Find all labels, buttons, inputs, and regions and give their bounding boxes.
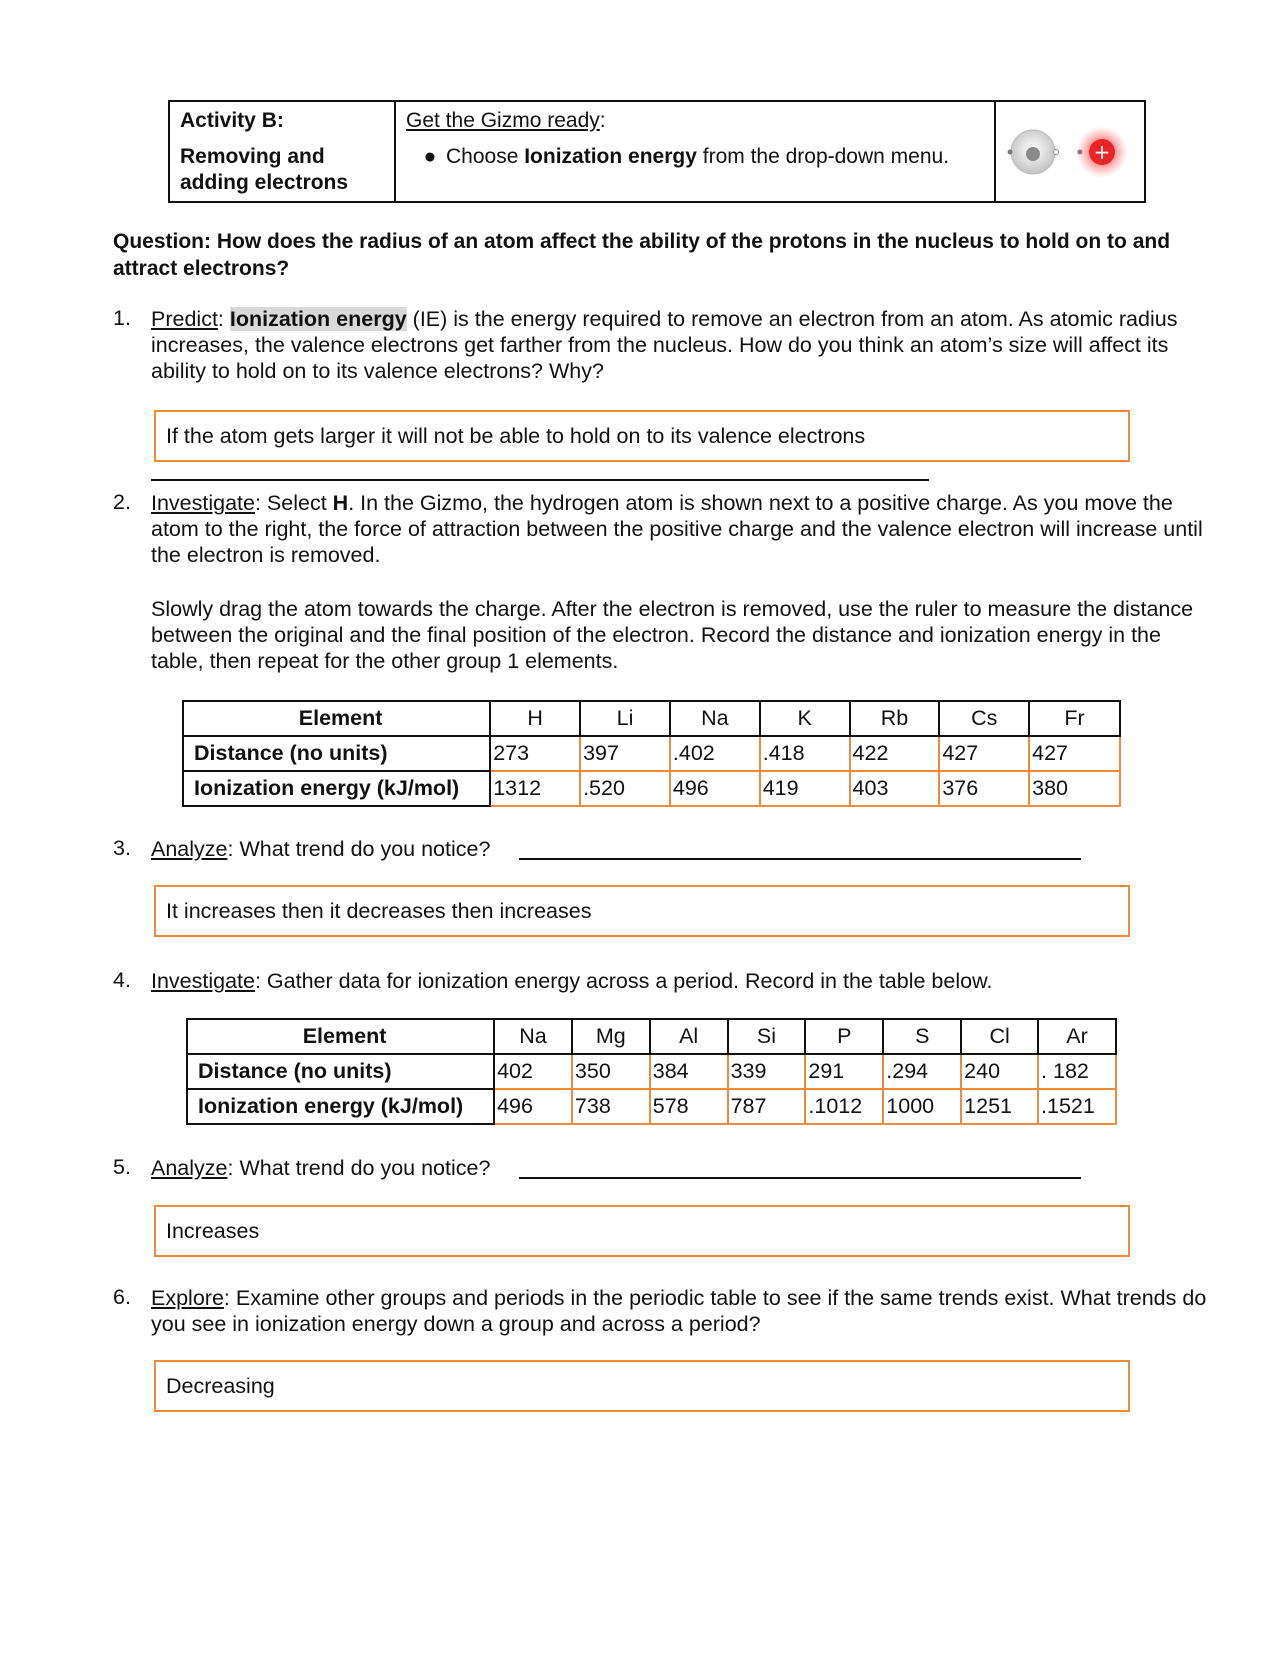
gizmo-ready-colon: :	[599, 109, 606, 132]
q3-number: 3.	[113, 836, 131, 860]
table1-ionization-cell[interactable]: 1312	[490, 771, 580, 806]
table2-element: Cl	[961, 1019, 1038, 1054]
table1-ionization-cell[interactable]: 376	[939, 771, 1029, 806]
table1-distance-cell[interactable]: 427	[1029, 736, 1120, 771]
table2-distance-cell[interactable]: 291	[805, 1054, 883, 1089]
table2-distance-cell[interactable]: 402	[494, 1054, 572, 1089]
q5-number: 5.	[113, 1155, 131, 1179]
q1-text: Predict: Ionization energy (IE) is the energy required to remove an electron from an atom. As atomic radius increases, the valence electrons get farther from the nucleus. How do you think an atom’s size will affect its ability to hold on to its valence electrons? Why?	[151, 307, 1178, 383]
table2-ionization-cell[interactable]: 496	[494, 1089, 572, 1124]
table2-distance-label: Distance (no units)	[187, 1054, 494, 1089]
table1-ionization-label: Ionization energy (kJ/mol)	[183, 771, 490, 806]
activity-header-table	[168, 100, 1146, 203]
table2-element: P	[805, 1019, 883, 1054]
q4-text: Investigate: Gather data for ionization energy across a period. Record in the table below.	[151, 969, 993, 993]
q2-paragraph-2: Slowly drag the atom towards the charge. After the electron is removed, use the ruler to measure the distance between the original and the final position of the electron. Record the distance and ionization energy in the table, then repeat for the other group 1 elements.	[151, 597, 1194, 673]
table1-ionization-cell[interactable]: .520	[580, 771, 670, 806]
q3-answer-box[interactable]: It increases then it decreases then increases	[154, 885, 1130, 937]
activity-title-cell	[170, 102, 396, 201]
table2-ionization-cell[interactable]: 1000	[883, 1089, 961, 1124]
ionization-energy-highlight: Ionization energy	[229, 307, 407, 331]
table2-element: Na	[494, 1019, 572, 1054]
q1-blank-line	[151, 479, 929, 481]
table1-distance-cell[interactable]: .418	[760, 736, 850, 771]
period3-data-table	[186, 1018, 1117, 1125]
gizmo-instructions-cell	[396, 102, 996, 201]
table2-element: S	[883, 1019, 961, 1054]
q6-answer-box[interactable]: Decreasing	[154, 1360, 1130, 1412]
table1-distance-cell[interactable]: 422	[850, 736, 940, 771]
q4-number: 4.	[113, 968, 131, 992]
table2-distance-cell[interactable]: . 182	[1038, 1054, 1116, 1089]
q6-number: 6.	[113, 1285, 131, 1309]
plus-sign: +	[1093, 140, 1111, 164]
table2-distance-cell[interactable]: 240	[961, 1054, 1038, 1089]
table1-element: Rb	[850, 701, 940, 736]
table1-element: Li	[580, 701, 670, 736]
table1-distance-cell[interactable]: 397	[580, 736, 670, 771]
atom-and-charge-icon	[996, 102, 1136, 201]
q5-answer-box[interactable]: Increases	[154, 1205, 1130, 1257]
q3-blank-line	[519, 858, 1081, 860]
table1-element: Na	[670, 701, 760, 736]
q2-text: Investigate: Select H. In the Gizmo, the hydrogen atom is shown next to a positive charge. As you move the atom to the right, the force of attraction between the positive charge and the valence electron will increase until the electron is removed.	[151, 491, 1203, 567]
table2-ionization-cell[interactable]: 738	[572, 1089, 650, 1124]
table2-distance-cell[interactable]: 384	[650, 1054, 728, 1089]
table2-element: Mg	[572, 1019, 650, 1054]
table2-distance-cell[interactable]: .294	[883, 1054, 961, 1089]
q2-number: 2.	[113, 490, 131, 514]
table2-ionization-label: Ionization energy (kJ/mol)	[187, 1089, 494, 1124]
table2-ionization-cell[interactable]: 1251	[961, 1089, 1038, 1124]
table1-ionization-cell[interactable]: 403	[850, 771, 940, 806]
table2-distance-cell[interactable]: 350	[572, 1054, 650, 1089]
group1-data-table	[182, 700, 1121, 807]
table2-ionization-cell[interactable]: .1012	[805, 1089, 883, 1124]
table1-distance-cell[interactable]: 273	[490, 736, 580, 771]
q5-blank-line	[519, 1177, 1081, 1179]
table1-ionization-cell[interactable]: 380	[1029, 771, 1120, 806]
q1-answer-box[interactable]: If the atom gets larger it will not be able to hold on to its valence electrons	[154, 410, 1130, 462]
table2-element: Ar	[1038, 1019, 1116, 1054]
gizmo-image-cell	[996, 102, 1144, 201]
q5-text: Analyze: What trend do you notice?	[151, 1156, 491, 1180]
gizmo-ready-heading: Get the Gizmo ready	[406, 109, 600, 132]
table1-element: K	[760, 701, 850, 736]
table1-ionization-cell[interactable]: 496	[670, 771, 760, 806]
bullet-icon: ●	[423, 145, 437, 168]
table2-element: Al	[650, 1019, 728, 1054]
table1-header-label: Element	[183, 701, 490, 736]
main-question: Question: How does the radius of an atom affect the ability of the protons in the nucleus to hold on to and attract electrons?	[113, 230, 1171, 280]
activity-title: Removing and adding electrons	[180, 145, 349, 194]
gizmo-bullet-text: Choose Ionization energy from the drop-down menu.	[446, 145, 950, 168]
table1-distance-cell[interactable]: .402	[670, 736, 760, 771]
table1-ionization-cell[interactable]: 419	[760, 771, 850, 806]
table2-ionization-cell[interactable]: 787	[728, 1089, 806, 1124]
table2-ionization-cell[interactable]: 578	[650, 1089, 728, 1124]
table1-distance-label: Distance (no units)	[183, 736, 490, 771]
table2-distance-cell[interactable]: 339	[728, 1054, 806, 1089]
table2-element: Si	[728, 1019, 806, 1054]
table1-element: H	[490, 701, 580, 736]
q6-text: Explore: Examine other groups and periods in the periodic table to see if the same trends exist. What trends do you see in ionization energy down a group and across a period?	[151, 1286, 1207, 1336]
table2-header-label: Element	[187, 1019, 494, 1054]
table1-element: Cs	[939, 701, 1029, 736]
table2-ionization-cell[interactable]: .1521	[1038, 1089, 1116, 1124]
activity-label: Activity B:	[180, 109, 284, 132]
table1-element: Fr	[1029, 701, 1120, 736]
q1-number: 1.	[113, 306, 131, 330]
q3-text: Analyze: What trend do you notice?	[151, 837, 491, 861]
table1-distance-cell[interactable]: 427	[939, 736, 1029, 771]
